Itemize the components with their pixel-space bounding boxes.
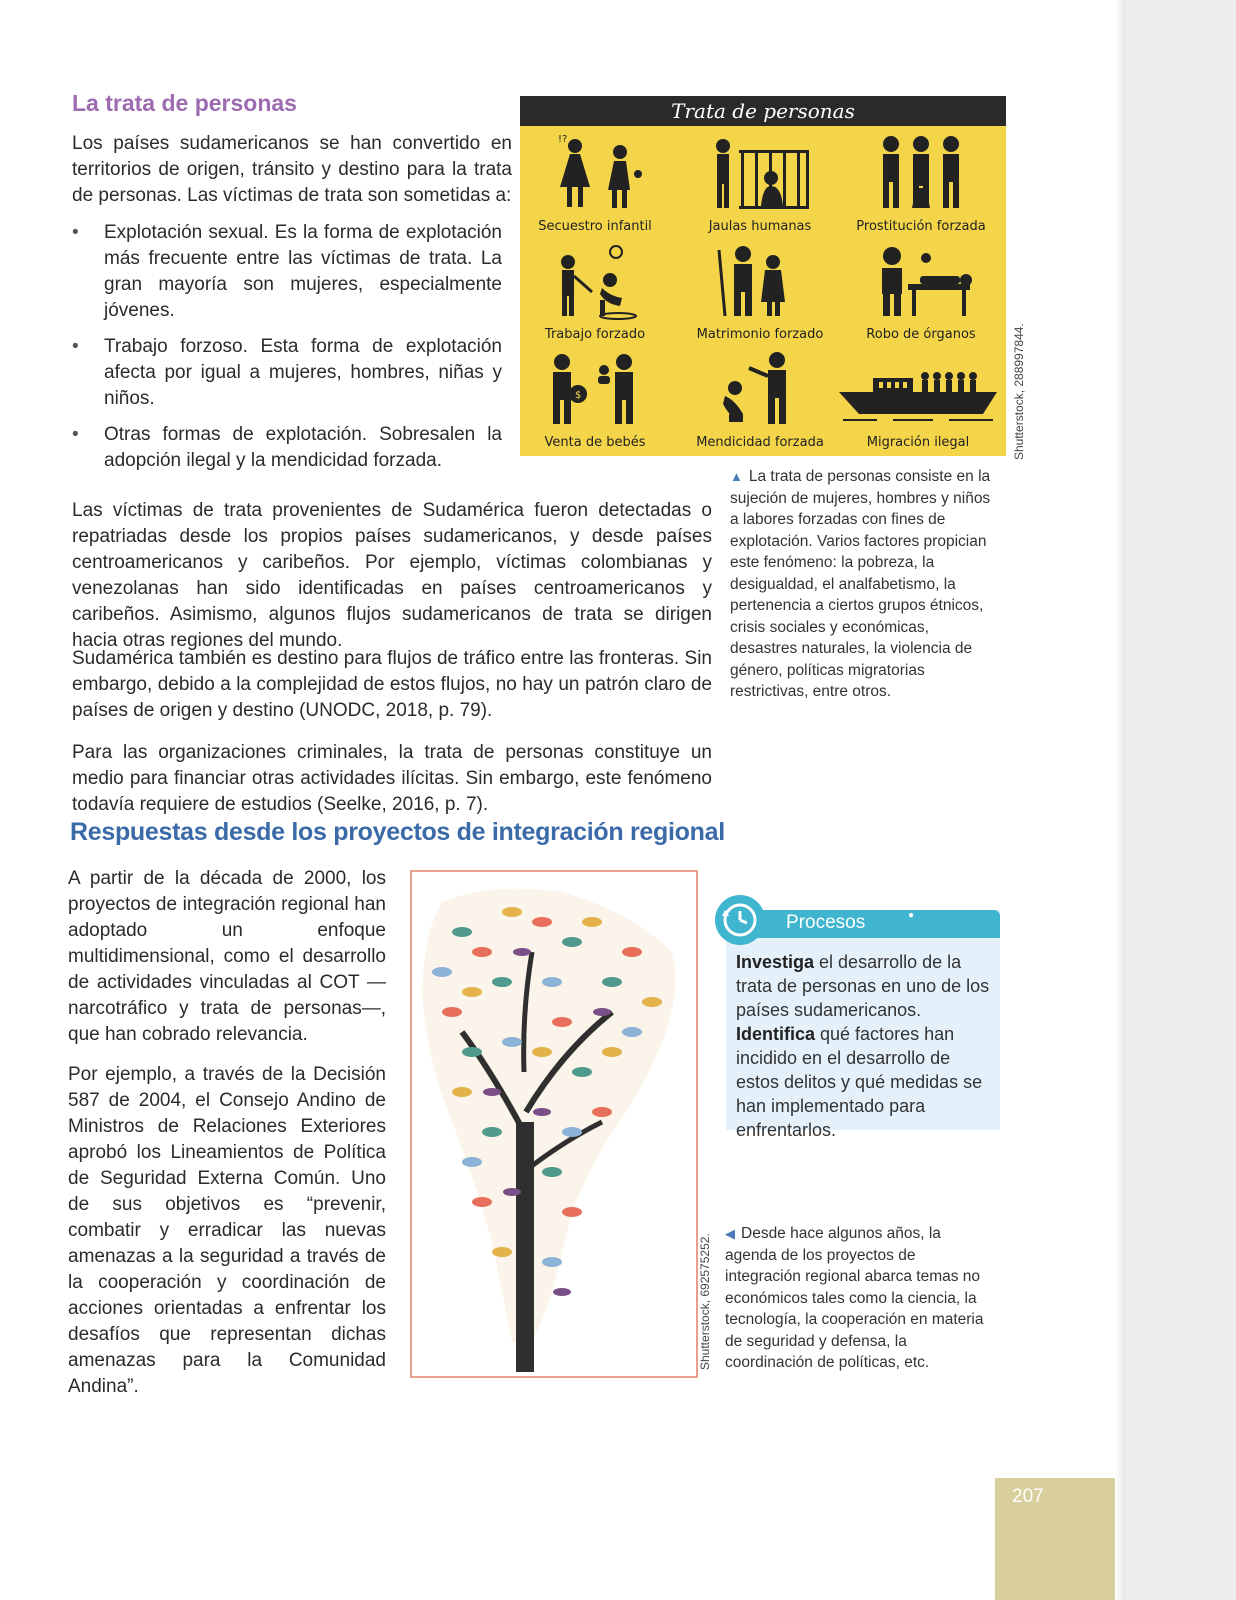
action-verb: Investiga [736, 952, 815, 972]
dot-icon: ● [908, 910, 915, 921]
list-item: • Trabajo forzoso. Esta forma de explotación afecta por igual a mujeres, hombres, niñas y niños. [72, 334, 502, 412]
infographic-label: Secuestro infantil [538, 219, 652, 234]
triangle-up-icon: ▲ [730, 469, 743, 484]
section-title: La trata de personas [72, 90, 297, 116]
body-paragraph: A partir de la década de 2000, los proyectos de integración regional han adoptado un enfoque multidimensional, como el desarrollo de actividades vinculadas al COT —narcotráfico y trata de personas—, que han cobrado relevancia. [68, 868, 386, 1045]
caption-text: Desde hace algunos años, la agenda de los proyectos de integración regional abarca temas no económicos tales como la ciencia, la tecnología, la cooperación en materia de seguridad y defensa, la coordinación de políticas, etc. [725, 1225, 984, 1371]
procesos-header [726, 910, 1000, 938]
procesos-title: Procesos [786, 912, 866, 933]
forced-begging-icon [705, 348, 815, 428]
exploitation-list [72, 220, 502, 484]
baby-sale-icon [540, 348, 650, 428]
svg-text:$: $ [575, 390, 582, 401]
image-credit: Shutterstock, 288997844. [1012, 323, 1026, 460]
infographic-label: Venta de bebés [544, 435, 646, 450]
infographic-label: Matrimonio forzado [696, 327, 824, 342]
page-margin [1125, 0, 1236, 1600]
infographic-label: Trabajo forzado [544, 327, 646, 342]
tree-of-hands-icon [412, 872, 696, 1376]
infographic-caption [730, 466, 998, 703]
infographic-label: Prostitución forzada [856, 219, 986, 234]
trafficking-infographic [520, 96, 1006, 456]
organ-theft-icon [866, 240, 976, 320]
body-paragraph: Para las organizaciones criminales, la trata de personas constituye un medio para financiar otras actividades ilícitas. Sin embargo, este fenómeno todavía requiere de estudios (Seelke, 2016, p. 7). [72, 742, 712, 815]
activity-text: qué factores han incidido en el desarrollo de estos delitos y qué medidas se han implementado para enfrentarlos. [736, 1024, 983, 1140]
forced-marriage-icon [705, 240, 815, 320]
image-credit: Shutterstock, 692575252. [698, 1233, 712, 1370]
infographic-cell [520, 128, 670, 236]
infographic-cell [685, 128, 835, 236]
infographic-label: Mendicidad forzada [696, 435, 824, 450]
infographic-cell [846, 236, 996, 344]
triangle-left-icon: ◀ [725, 1226, 735, 1241]
infographic-cell [520, 344, 670, 452]
infographic-label: Robo de órganos [866, 327, 976, 342]
section-title: Respuestas desde los proyectos de integración regional [70, 818, 725, 846]
intro-paragraph: Los países sudamericanos se han convertido en territorios de origen, tránsito y destino para la trata de personas. Las víctimas de trata son sometidas a: [72, 133, 512, 206]
infographic-cell [685, 344, 835, 452]
child-kidnapping-icon [540, 132, 650, 212]
body-paragraph: Sudamérica también es destino para flujos de tráfico entre las fronteras. Sin embargo, debido a la complejidad de estos flujos, no hay un patrón claro de países de origen y destino (UNODC, 2018, p. 79). [72, 648, 712, 721]
activity-text: el desarrollo de la trata de personas en uno de los países sudamericanos. [736, 952, 990, 1020]
procesos-text [736, 950, 992, 1142]
action-verb: Identifica [736, 1024, 816, 1044]
body-paragraph: Por ejemplo, a través de la Decisión 587 de 2004, el Consejo Andino de Ministros de Relaciones Exteriores aprobó los Lineamientos de Política de Seguridad Externa Común. Uno de sus objetivos es “prevenir, combatir y erradicar las nuevas amenazas a la seguridad a través de la cooperación y coordinación de acciones orientadas a enfrentar los desafíos que representan dichas amenazas para la Comunidad Andina”. [68, 1064, 386, 1397]
infographic-label: Migración ilegal [866, 435, 970, 450]
infographic-cell [846, 128, 996, 236]
clock-history-icon [714, 894, 766, 946]
infographic-cell [685, 236, 835, 344]
list-item: • Otras formas de explotación. Sobresalen la adopción ilegal y la mendicidad forzada. [72, 422, 502, 474]
body-paragraph: Las víctimas de trata provenientes de Sudamérica fueron detectadas o repatriadas desde los propios países sudamericanos, y desde países centroamericanos y caribeños. Por ejemplo, víctimas colombianas y venezolanas han sido identificadas en países centroamericanos y caribeños. Asimismo, algunos flujos sudamericanos de trata se dirigen hacia otras regiones del mundo. [72, 500, 712, 651]
infographic-title: Trata de personas [520, 96, 1006, 126]
image-caption [725, 1223, 995, 1374]
forced-labor-icon [540, 240, 650, 320]
caption-text: La trata de personas consiste en la sujeción de mujeres, hombres y niños a labores forzadas con fines de explotación. Varios factores propician este fenómeno: la pobreza, la desigualdad, el analfabetismo, la pertenencia a ciertos grupos étnicos, crisis sociales y económicas, desastres naturales, la violencia de género, políticas migratorias restrictivas, entre otros. [730, 468, 991, 700]
forced-prostitution-icon [866, 132, 976, 212]
svg-text:!?: !? [558, 134, 568, 145]
page-number: 207 [1012, 1486, 1044, 1507]
infographic-label: Jaulas humanas [708, 219, 812, 234]
south-america-tree-image [410, 870, 698, 1378]
infographic-cell [830, 344, 1006, 452]
cage-icon [705, 132, 815, 212]
list-item: • Explotación sexual. Es la forma de explotación más frecuente entre las víctimas de trata. La gran mayoría son mujeres, especialmente jóvenes. [72, 220, 502, 324]
procesos-activity-box [726, 910, 1000, 1140]
illegal-migration-boat-icon [833, 348, 1003, 428]
infographic-cell [520, 236, 670, 344]
